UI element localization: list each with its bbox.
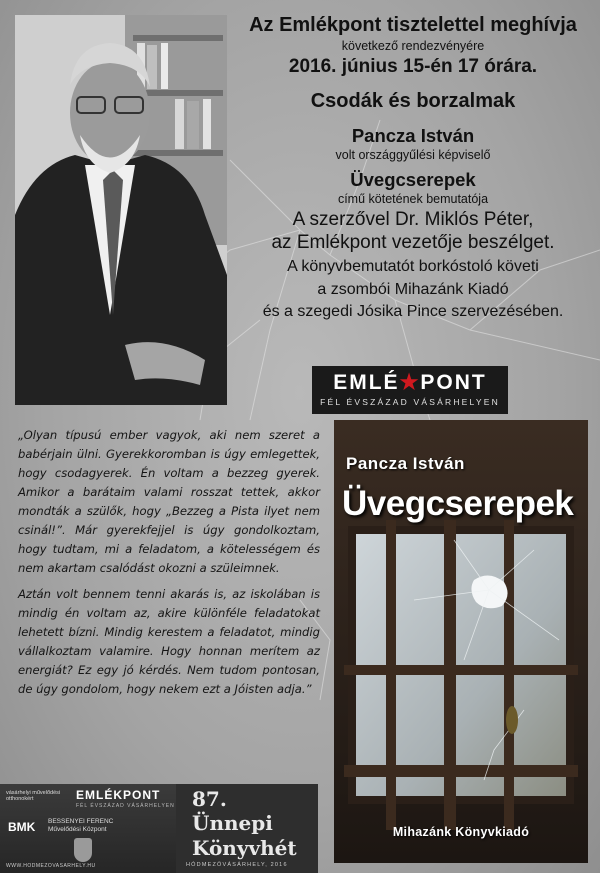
book-subtitle: című kötetének bemutatója (337, 192, 489, 207)
book-title: Üvegcserepek (350, 168, 476, 190)
author-portrait-photo (15, 15, 227, 405)
quote-paragraph-2: Aztán volt bennem tenni akarás is, az iskolában is mindig én voltam az, akire különféle feladatokat lehetett bízni. Mindig kerestem a feladatot, mindig vállalkoztam valamire. Hogy honnan merítem az energiát? Ez egy jó kérdés. Nem tudom pontosan, de úgy gondolom, hogy nekem ezt a Jóisten adja.” (18, 587, 320, 696)
author-name: Pancza István (351, 125, 475, 147)
event-title: Csodák és borzalmak (310, 90, 516, 113)
invite-subheading: következő rendezvényére (341, 39, 485, 53)
moderator-line-2: az Emlékpont vezetője beszélget. (271, 232, 555, 254)
author-role: volt országgyűlési képviselő (335, 148, 491, 163)
quote-paragraph-1: „Olyan típusú ember vagyok, aki nem szeret a babérjain ülni. Gyerekkoromban is úgy emlegettek, hogy csodagyerek. Én voltam a bezzeg gyerek. Amikor a barátaim valami rosszat tettek, akkor mondták a szülők, hogy „Bezzeg a Pista ilyet nem csinál!”. Már gyerekfejjel is úgy gondolkoztam, hogy tudtam, mi a feladatom, a kötelességem és nem akartam csalódást okozni a szüleimnek. (18, 428, 320, 575)
emlekpont-footer-logo: EMLÉKPONT (76, 788, 161, 802)
book-week-word-1: Ünnepi (192, 811, 273, 835)
book-cover-author: Pancza István (346, 454, 465, 473)
bmk-full-name: BESSENYEI FERENC Művelődési Központ (48, 818, 114, 833)
event-date: 2016. június 15-én 17 órára. (288, 56, 538, 78)
book-week-city-year: HÓDMEZŐVÁSÁRHELY, 2016 (186, 862, 288, 868)
invite-heading: Az Emlékpont tisztelettel meghívja (249, 14, 577, 36)
invitation-text (232, 12, 594, 321)
org-logo-text: vásárhelyi művelődési otthonokért (6, 790, 61, 802)
sponsor-footer (0, 784, 318, 873)
author-quote (18, 426, 320, 706)
emlekpont-logo (312, 366, 508, 414)
book-cover-title: Üvegcserepek (342, 484, 574, 523)
emlekpont-footer-tagline: FÉL ÉVSZÁZAD VÁSÁRHELYEN (76, 803, 175, 809)
logo-tagline: FÉL ÉVSZÁZAD VÁSÁRHELYEN (320, 397, 500, 407)
footer-website: WWW.HODMEZOVASARHELY.HU (6, 863, 96, 869)
logo-wordmark: EMLÉ★PONT (333, 371, 487, 394)
book-week-word-2: Könyvhét (192, 836, 297, 860)
after-event-line-2: a zsombói Mihazánk Kiadó (317, 280, 509, 298)
moderator-line-1: A szerzővel Dr. Miklós Péter, (292, 208, 534, 230)
red-star-icon: ★ (399, 371, 421, 394)
after-event-line-3: és a szegedi Jósika Pince szervezésében. (262, 302, 564, 320)
book-cover-publisher: Mihazánk Könyvkiadó (392, 825, 530, 839)
bmk-logo: BMK (8, 820, 36, 834)
book-week-edition: 87. (192, 787, 227, 811)
book-cover (334, 420, 588, 863)
coat-of-arms-icon (74, 838, 92, 862)
after-event-line-1: A könyvbemutatót borkóstoló követi (287, 258, 539, 276)
